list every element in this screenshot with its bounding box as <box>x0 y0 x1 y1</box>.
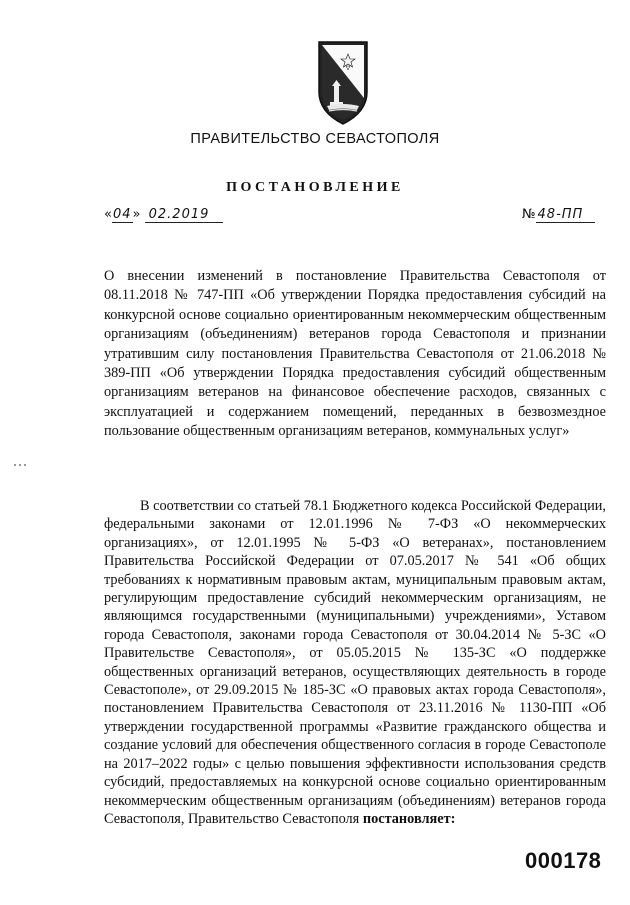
date-day-handwritten: 04 <box>112 207 132 222</box>
date-open-quote: « <box>104 207 112 222</box>
preamble-text: В соответствии со статьей 78.1 Бюджетного кодекса Российской Федерации, федеральными законами от 12.01.1996 № 7-ФЗ «О некоммерческих организациях», от 12.01.1995 № 5-ФЗ «О ветеранах», постановлением Правительства Российской Федерации от 07.05.2017 № 541 «Об общих требованиях к нормативным правовым актам, муниципальным правовым актам, регулирующим предоставление субсидий некоммерческим организациям, не являющимся государственными (муниципальными) учреждениями», Уставом города Севастополя, законами города Севастополя от 30.04.2014 № 5-ЗС «О Правительстве Севастополя», от 05.05.2015 № 135-ЗС «О поддержке общественных организаций ветеранов, осуществляющих деятельность в городе Севастополе», от 29.09.2015 № 185-ЗС «О правовых актах города Севастополя», постановлением Правительства Севастополя от 23.11.2016 № 1130-ПП «Об утверждении государственной программы «Развитие гражданского общества и создание условий для обеспечения общественного согласия в городе Севастополе на 2017–2022 годы» с целью повышения эффективности использования средств субсидий, предоставляемых на конкурсной основе социально ориентированным некоммерческим общественным организациям (объединениям) ветеранов города Севастополя, Правительство Севастополя <box>104 498 606 827</box>
document-date <box>104 207 223 222</box>
government-name: ПРАВИТЕЛЬСТВО СЕВАСТОПОЛЯ <box>190 131 440 147</box>
scan-speck-decoration <box>14 464 28 466</box>
date-close-quote: » <box>132 207 141 222</box>
document-type-title: ПОСТАНОВЛЕНИЕ <box>226 180 404 195</box>
date-month-year-handwritten: 02.2019 <box>145 207 224 223</box>
page-serial-number: 000178 <box>525 848 602 873</box>
sevastopol-coat-of-arms-emblem <box>317 40 369 126</box>
document-subject: О внесении изменений в постановление Правительства Севастополя от 08.11.2018 № 747-ПП «Об утверждении Порядка предоставления субсидий на конкурсной основе социально ориентированным некоммерческим общественным организациям (объединениям) ветеранов города Севастополя и признании утратившим силу постановления Правительства Севастополя от 21.06.2018 № 389-ПП «Об утверждении Порядка предоставления субсидий общественным организациям ветеранов на финансовое обеспечение расходов, связанных с эксплуатацией и содержанием помещений, переданных в безвозмездное пользование общественным организациям ветеранов, коммунальных услуг» <box>104 268 606 440</box>
number-sign: № <box>522 207 536 222</box>
document-number <box>522 207 595 222</box>
resolve-colon: : <box>450 810 456 827</box>
preamble-paragraph <box>104 497 606 828</box>
number-value-handwritten: 48-ПП <box>536 207 596 223</box>
resolve-word: постановляет <box>362 810 451 827</box>
